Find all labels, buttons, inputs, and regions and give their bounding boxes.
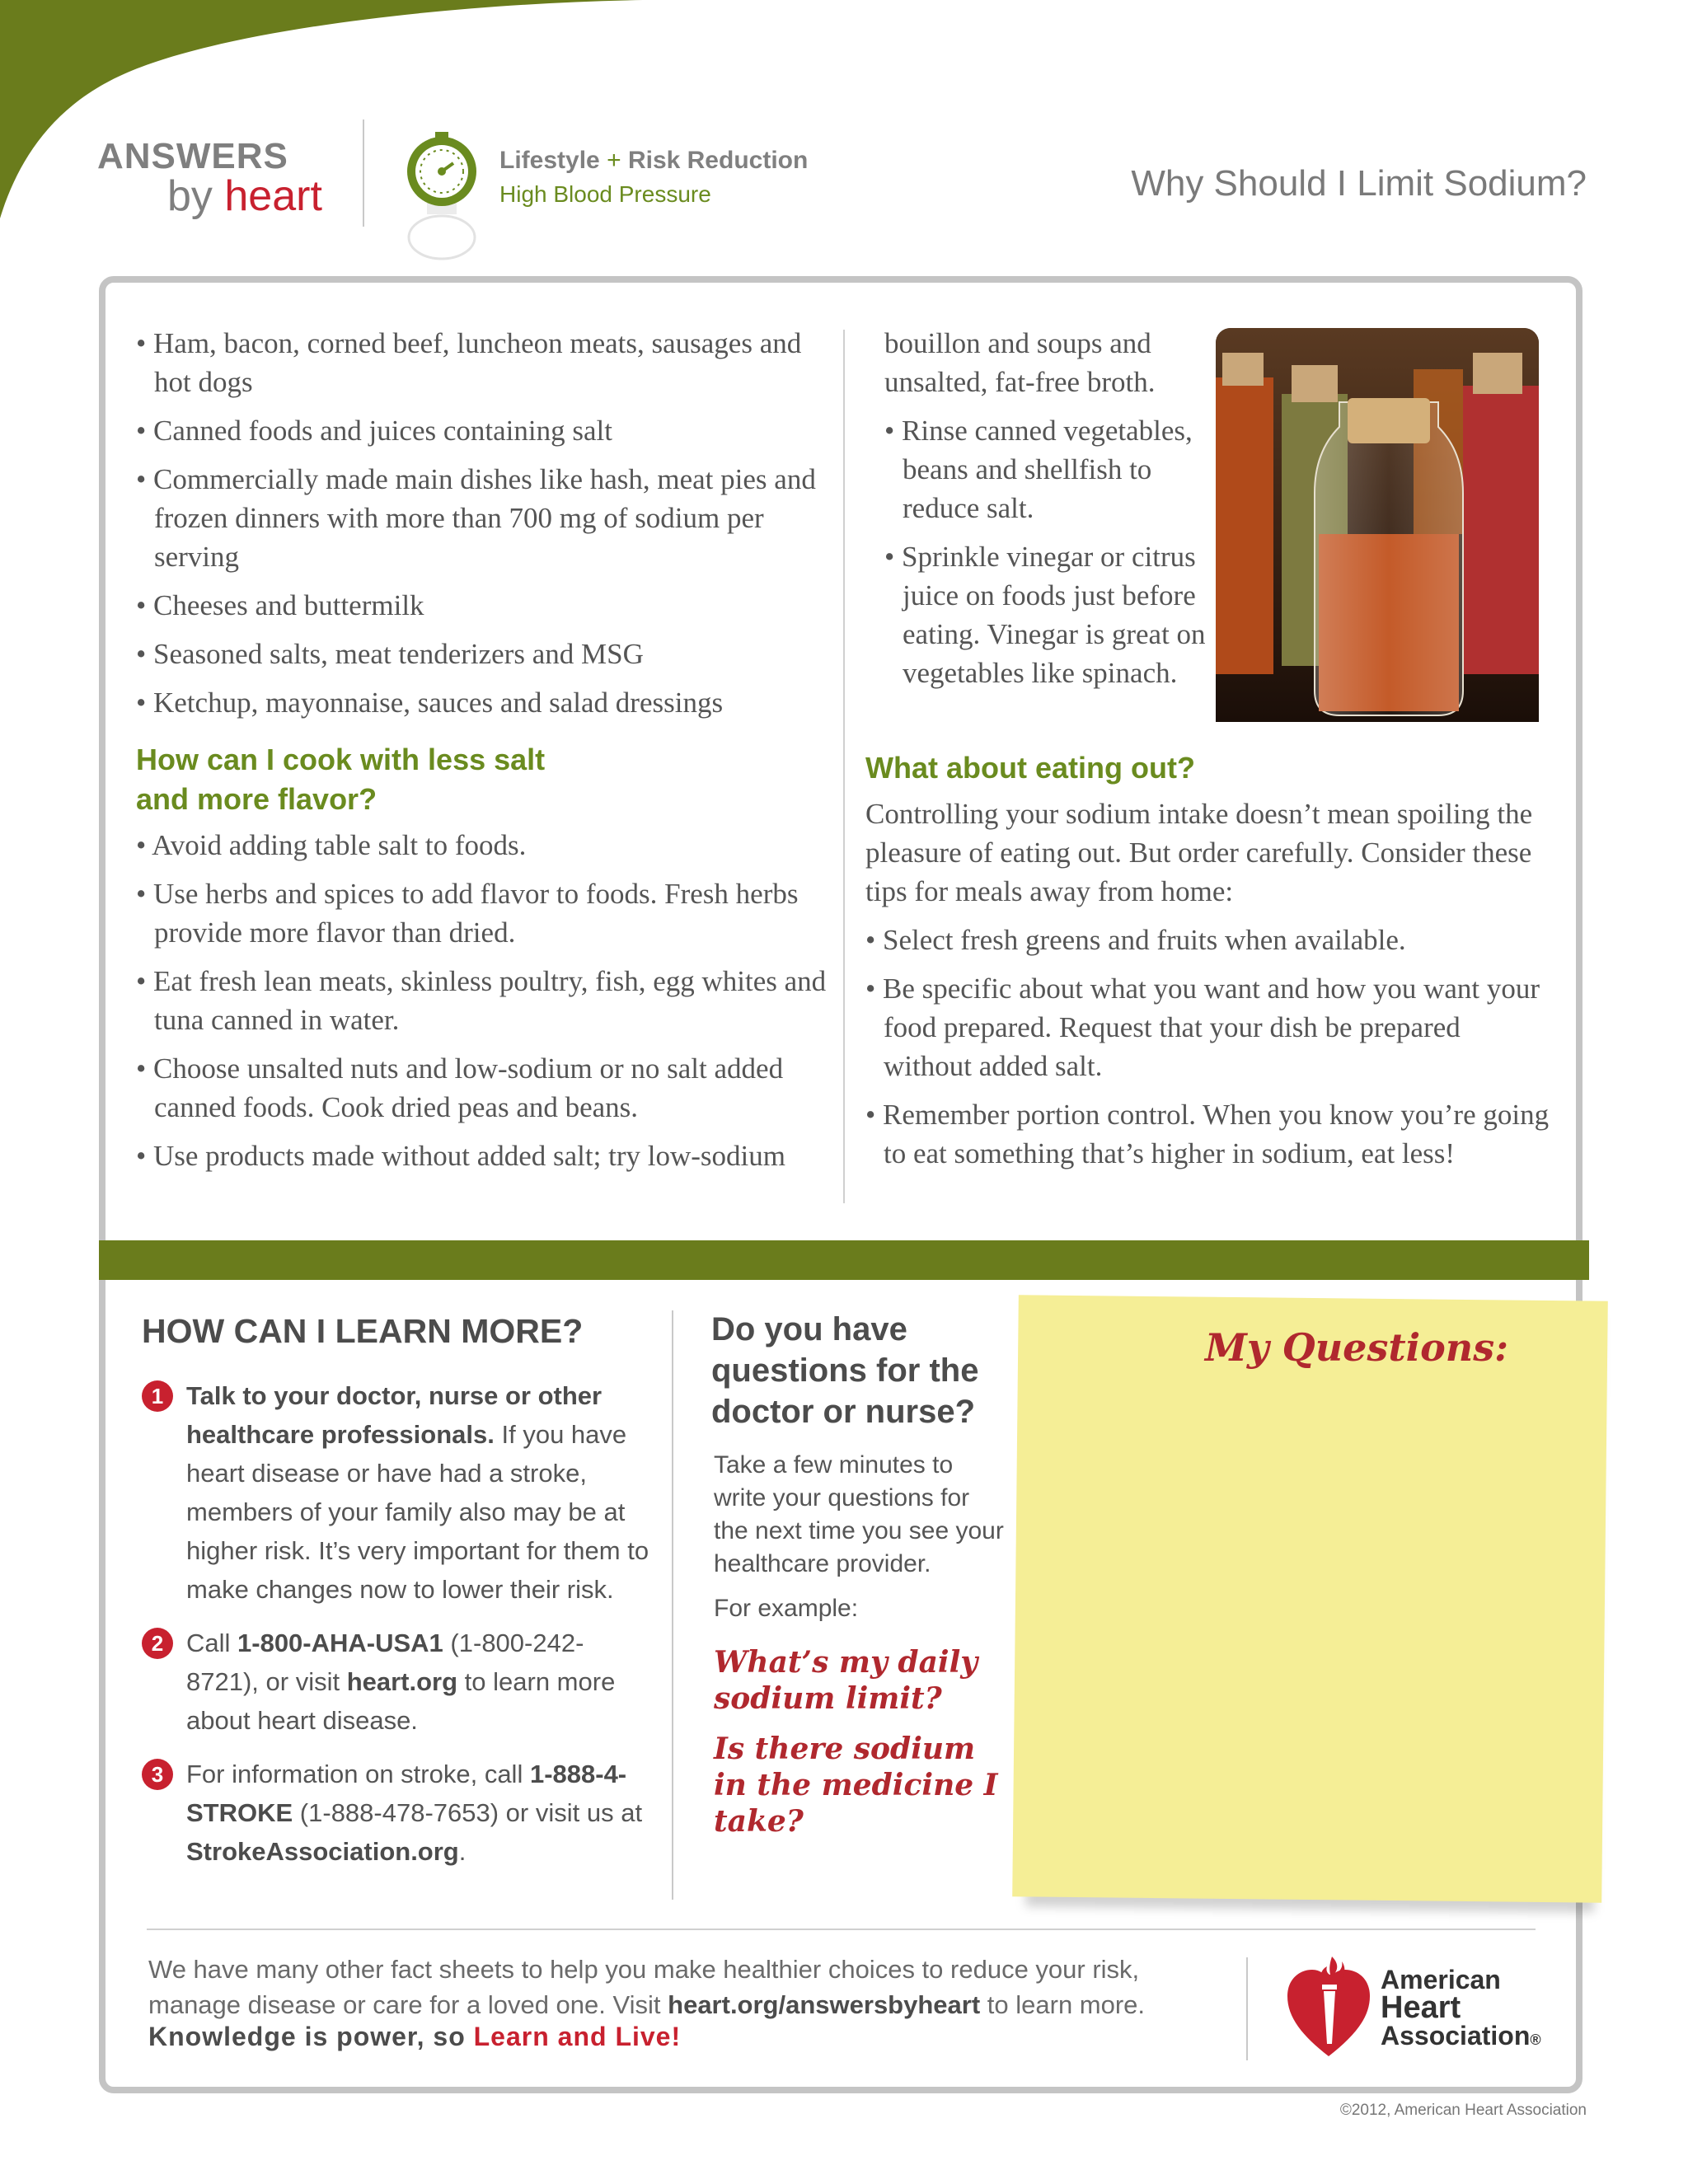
right-column-top [884, 324, 1206, 702]
list-item: • Avoid adding table salt to foods. [136, 829, 527, 861]
aha-word-3: Association [1381, 2021, 1531, 2050]
step-number: 3 [142, 1759, 173, 1790]
bottom-divider [672, 1310, 673, 1900]
list-item: • Canned foods and juices containing salt [136, 415, 612, 447]
step-text: Call [186, 1629, 238, 1657]
brand-by-heart [167, 171, 322, 221]
phone-number: 1-800-AHA-USA1 [237, 1629, 443, 1657]
footer-divider [147, 1929, 1536, 1930]
step-number: 2 [142, 1628, 173, 1659]
brand-heart: heart [224, 172, 322, 220]
step-text: . [458, 1837, 467, 1866]
example-question-2: Is there sodium in the medicine I take? [714, 1732, 998, 1839]
cook-heading: How can I cook with less salt and more flavor? [136, 743, 546, 816]
footer-line-1: We have many other fact sheets to help you make healthier choices to reduce your risk, [148, 1955, 1140, 1984]
aha-word-1: American [1381, 1965, 1501, 1994]
step-1 [142, 1376, 653, 1609]
step-text: For information on stroke, call [186, 1760, 530, 1788]
list-item: • Use products made without added salt; try low-sodium [136, 1140, 785, 1172]
example-label: For example: [714, 1595, 859, 1622]
category-line [499, 147, 808, 175]
step-number: 1 [142, 1380, 173, 1412]
category-risk: Risk Reduction [627, 147, 809, 174]
list-item: • Use herbs and spices to add flavor to foods. Fresh herbs provide more flavor than dried. [136, 878, 799, 949]
phone-number: 1-888-4-STROKE [186, 1760, 627, 1827]
left-column [136, 324, 828, 1185]
section-bar [99, 1240, 1589, 1280]
spice-jars-photo [1216, 328, 1539, 722]
sticky-note [1012, 1295, 1608, 1902]
learn-more-heading: HOW CAN I LEARN MORE? [142, 1312, 584, 1350]
knowledge-tagline [148, 2022, 681, 2052]
list-item: • Cheeses and buttermilk [136, 589, 424, 621]
aha-word-2: Heart [1381, 1990, 1461, 2025]
copyright: ©2012, American Heart Association [1339, 2102, 1587, 2119]
stroke-association-link[interactable]: StrokeAssociation.org [186, 1837, 459, 1866]
step-bold: Talk to your doctor, nurse or other healthcare professionals. [186, 1381, 603, 1449]
list-item: • Seasoned salts, meat tenderizers and MSG [136, 638, 644, 670]
registered-mark: ® [1530, 2032, 1541, 2048]
continued-text: bouillon and soups and unsalted, fat-free broth. [884, 327, 1156, 398]
category-plus: + [607, 147, 621, 174]
aha-wordmark [1381, 1966, 1541, 2054]
list-item: • Sprinkle vinegar or citrus juice on foods just before eating. Vinegar is great on vegetables like spinach. [884, 541, 1206, 689]
list-item: • Be specific about what you want and how you want your food prepared. Request that your dish be prepared without added salt. [865, 972, 1540, 1082]
list-item: • Rinse canned vegetables, beans and shellfish to reduce salt. [884, 415, 1193, 524]
my-questions-heading: My Questions: [1205, 1325, 1509, 1370]
example-question-1: What’s my daily sodium limit? [714, 1645, 978, 1716]
list-item: • Ham, bacon, corned beef, luncheon meats, sausages and hot dogs [136, 327, 802, 398]
step-text: to learn more about heart disease. [186, 1667, 616, 1735]
list-item: • Choose unsalted nuts and low-sodium or no salt added canned foods. Cook dried peas and beans. [136, 1052, 784, 1123]
list-item: • Remember portion control. When you know you’re going to eat something that’s higher in sodium, eat less! [865, 1099, 1550, 1169]
questions-body: Take a few minutes to write your questions for the next time you see your healthcare provider. [714, 1451, 1004, 1577]
aha-heart-torch-icon [1286, 1953, 1372, 2060]
step-text: (1-888-478-7653) or visit us at [293, 1798, 643, 1827]
category-lifestyle: Lifestyle [499, 147, 600, 174]
footer-line-2 [148, 1987, 1220, 2022]
eating-out-intro: Controlling your sodium intake doesn’t mean spoiling the pleasure of eating out. But order carefully. Consider these tips for meals away from home: [865, 798, 1533, 907]
heart-org-link[interactable]: heart.org [346, 1667, 458, 1696]
footer-text [148, 1952, 1220, 2022]
step-text: (1-800-242-8721), or visit [186, 1629, 584, 1696]
step-2 [142, 1624, 653, 1740]
aha-word-3-wrap [1381, 2022, 1541, 2054]
list-item: • Ketchup, mayonnaise, sauces and salad dressings [136, 687, 724, 719]
right-column-bottom [865, 748, 1550, 1183]
brand-by: by [167, 172, 213, 220]
footer-logo-divider [1246, 1957, 1248, 2060]
footer-text-part: manage disease or care for a loved one. Visit [148, 1990, 668, 2019]
step-text: If you have heart disease or have had a stroke, members of your family also may be at higher risk. It’s very important for them to make changes now to lower their risk. [186, 1420, 649, 1604]
gauge-icon [402, 132, 481, 264]
topic-label: High Blood Pressure [499, 181, 711, 207]
page-title: Why Should I Limit Sodium? [1131, 163, 1587, 204]
questions-heading: Do you have questions for the doctor or nurse? [711, 1311, 979, 1430]
tagline-text: Knowledge is power, so [148, 2022, 474, 2051]
step-3 [142, 1755, 653, 1871]
list-item: • Eat fresh lean meats, skinless poultry, fish, egg whites and tuna canned in water. [136, 965, 827, 1036]
list-item: • Select fresh greens and fruits when available. [865, 924, 1406, 956]
eating-out-heading: What about eating out? [865, 751, 1195, 785]
answers-by-heart-link[interactable]: heart.org/answersbyheart [668, 1990, 981, 2019]
list-item: • Commercially made main dishes like hash, meat pies and frozen dinners with more than 700 mg of sodium per serving [136, 463, 816, 573]
learn-more-steps [142, 1376, 653, 1886]
header-divider [363, 120, 364, 227]
column-divider [843, 330, 845, 1203]
learn-and-live: Learn and Live! [473, 2022, 682, 2051]
brand-answers: ANSWERS [97, 136, 288, 176]
footer-text-part: to learn more. [980, 1990, 1146, 2019]
